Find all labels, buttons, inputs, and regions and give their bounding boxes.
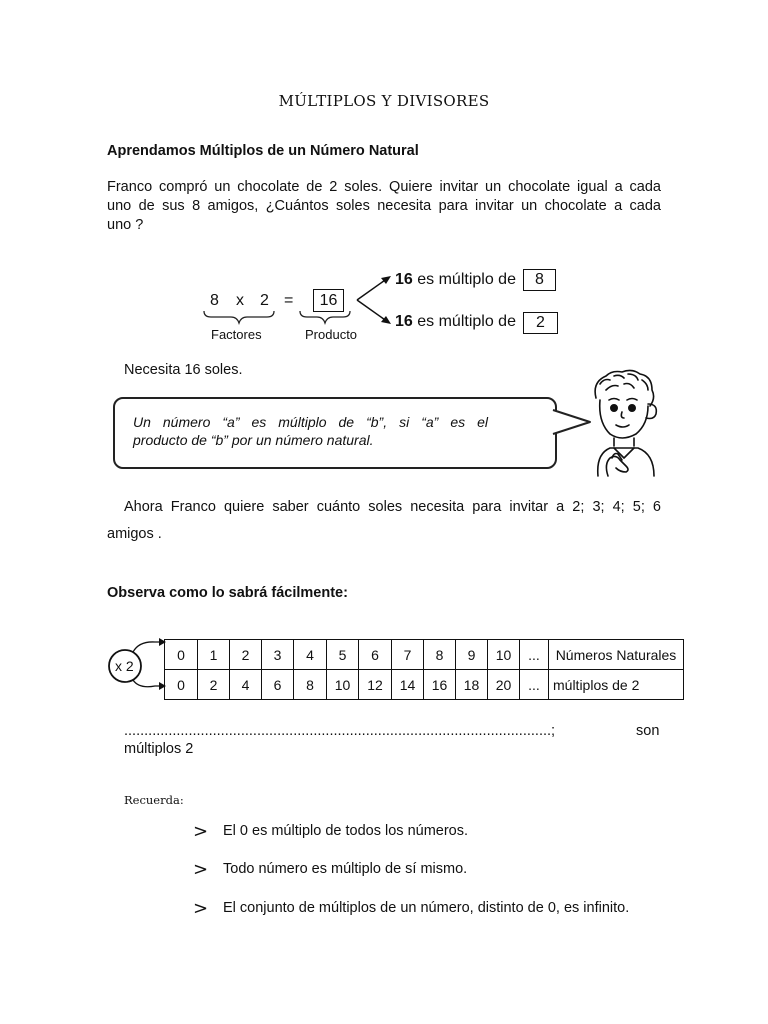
bullet-2: Todo número es múltiplo de sí mismo. (223, 861, 468, 877)
factors-label: Factores (211, 327, 262, 342)
statement-2-number: 16 (395, 313, 413, 330)
statement-1-number: 16 (395, 271, 413, 288)
fill-in-second: múltiplos 2 (124, 741, 194, 757)
table-row-label: múltiplos de 2 (549, 670, 684, 700)
table-cell: 10 (327, 670, 359, 700)
problem-line-3: uno ? (107, 217, 144, 233)
arrow-down (357, 300, 388, 322)
chevron-right-icon: > (193, 859, 209, 880)
table-cell: 6 (359, 640, 392, 670)
chevron-right-icon: > (193, 898, 209, 919)
product-label: Producto (305, 327, 358, 342)
product-box: 16 (313, 289, 344, 312)
table-cell: 10 (488, 640, 520, 670)
table-cell: 20 (488, 670, 520, 700)
definition-line-2: producto de “b” por un número natural. (133, 432, 374, 448)
fill-in-dots: ..........................................................................................................; (124, 723, 556, 739)
table-cell: 8 (294, 670, 327, 700)
multiples-row (165, 670, 684, 700)
definition-text (133, 413, 488, 449)
arrow-up (357, 278, 388, 300)
table-cell: 4 (230, 670, 262, 700)
problem-line-2: uno de sus 8 amigos, ¿Cuántos soles necesita para invitar un chocolate a cada (107, 198, 661, 214)
table-cell: ... (520, 640, 549, 670)
section-heading-observe: Observa como lo sabrá fácilmente: (107, 585, 348, 601)
factor-b: 2 (260, 292, 269, 309)
statement-1-text: es múltiplo de (417, 271, 516, 288)
table-cell: 14 (392, 670, 424, 700)
section-heading-multiples: Aprendamos Múltiplos de un Número Natural (107, 143, 419, 159)
times-sign: x (236, 292, 244, 309)
table-cell: 12 (359, 670, 392, 700)
multiples-table (164, 639, 684, 700)
statement-1-box: 8 (523, 269, 556, 291)
factor-a: 8 (210, 292, 219, 309)
table-cell: ... (520, 670, 549, 700)
table-cell: 0 (165, 640, 198, 670)
table-cell: 8 (424, 640, 456, 670)
equals-sign: = (284, 292, 294, 309)
connector-top (133, 642, 163, 652)
boy-illustration (586, 368, 664, 478)
table-cell: 2 (198, 670, 230, 700)
table-cell: 1 (198, 640, 230, 670)
statement-2 (395, 313, 516, 331)
remember-label: Recuerda: (124, 793, 184, 807)
question-line-1: Ahora Franco quiere saber cuánto soles necesita para invitar a 2; 3; 4; 5; 6 (124, 499, 661, 515)
connector-bottom (133, 680, 163, 687)
table-cell: 9 (456, 640, 488, 670)
statement-2-text: es múltiplo de (417, 313, 516, 330)
natural-numbers-row (165, 640, 684, 670)
table-cell: 3 (262, 640, 294, 670)
table-cell: 0 (165, 670, 198, 700)
bullet-1: El 0 es múltiplo de todos los números. (223, 823, 469, 839)
problem-paragraph (107, 178, 661, 235)
table-cell: 6 (262, 670, 294, 700)
table-row-label: Números Naturales (549, 640, 684, 670)
chevron-right-icon: > (193, 821, 209, 842)
statement-2-box: 2 (523, 312, 558, 334)
question-line-2: amigos . (107, 526, 162, 542)
answer-text: Necesita 16 soles. (124, 362, 243, 378)
page-title: MÚLTIPLOS Y DIVISORES (278, 92, 490, 110)
table-cell: 2 (230, 640, 262, 670)
statement-1 (395, 271, 516, 289)
question-paragraph (107, 494, 661, 548)
table-cell: 18 (456, 670, 488, 700)
table-cell: 4 (294, 640, 327, 670)
multiplier-label: x 2 (115, 658, 134, 674)
table-cell: 7 (392, 640, 424, 670)
fill-in-end: son (636, 723, 660, 739)
factors-brace (204, 311, 274, 323)
problem-line-1: Franco compró un chocolate de 2 soles. Quiere invitar un chocolate igual a cada (107, 179, 661, 195)
definition-line-1: Un número “a” es múltiplo de “b”, si “a” es el (133, 414, 488, 430)
table-cell: 5 (327, 640, 359, 670)
product-brace (300, 311, 350, 323)
bullet-3: El conjunto de múltiplos de un número, distinto de 0, es infinito. (223, 900, 630, 916)
table-cell: 16 (424, 670, 456, 700)
